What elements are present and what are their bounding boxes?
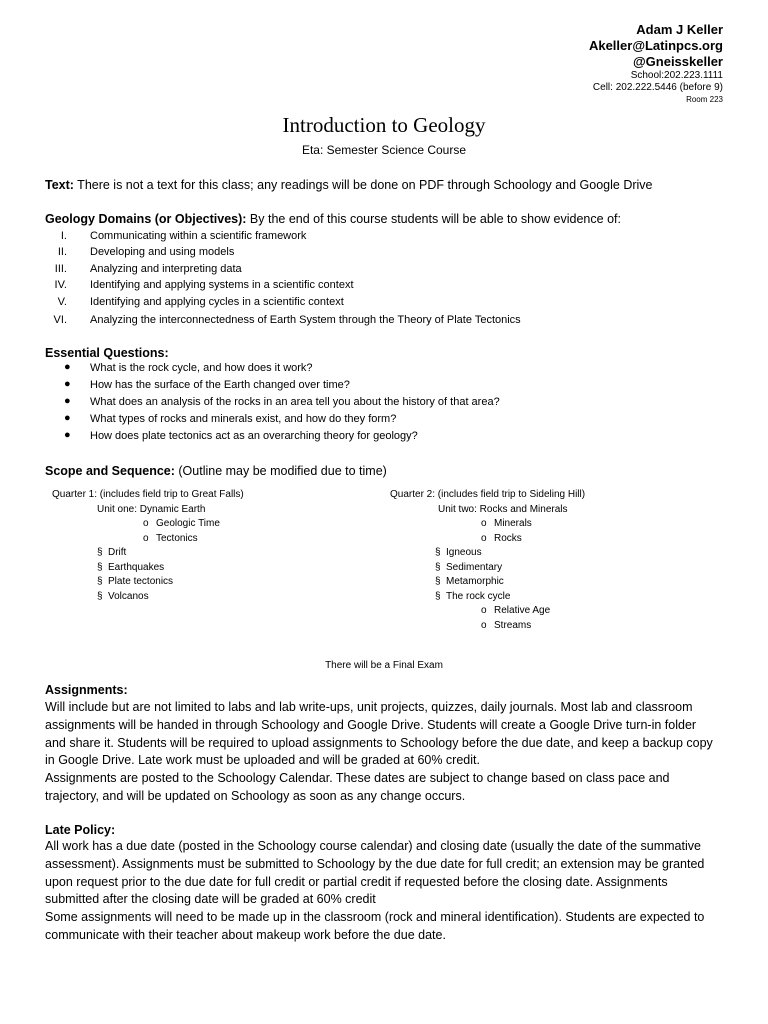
bullet-icon: ● [64, 429, 71, 441]
late-policy-line: submitted after the closing date will be graded at 60% credit [45, 892, 376, 907]
assignments-heading: Assignments: [45, 683, 128, 697]
list-text: How has the surface of the Earth changed over time? [90, 379, 350, 391]
q2-item: Metamorphic [446, 576, 504, 587]
domains-label: Geology Domains (or Objectives): [45, 212, 247, 226]
domains-intro: By the end of this course students will be able to show evidence of: [246, 212, 621, 226]
q2-sub-item: Streams [494, 619, 532, 631]
teacher-handle: @Gneisskeller [632, 54, 723, 69]
q2-sub-item: Rocks [494, 532, 522, 544]
late-policy-line: All work has a due date (posted in the Schoology course calendar) and closing date (usually the date of the summative [45, 839, 701, 853]
assignments-line: trajectory, and will be updated on Schoology as soon as any change occurs. [45, 788, 466, 803]
assignments-line: assignments will be handed in through Schoology and Google Drive. Students will create a Google Drive turn-in folder [45, 717, 697, 732]
circle-bullet-icon: o [481, 605, 487, 616]
section-bullet-icon: § [97, 547, 103, 558]
assignments-line: and share it. Students will be required to upload assignments to Schoology before the due date, and keep a backup copy [45, 735, 713, 750]
q1-item: Earthquakes [108, 561, 165, 573]
scope-note: (Outline may be modified due to time) [174, 464, 387, 478]
circle-bullet-icon: o [481, 532, 487, 544]
q2-item: Sedimentary [446, 561, 503, 573]
list-text: Identifying and applying cycles in a scientific context [90, 295, 344, 308]
section-bullet-icon: § [97, 561, 103, 573]
list-number: I. [60, 230, 67, 242]
q1-item: Drift [108, 547, 127, 558]
list-text: Developing and using models [90, 246, 235, 259]
assignments-line: Will include but are not limited to labs and lab write-ups, unit projects, quizzes, daily journals. Most lab and classroom [45, 700, 693, 714]
q1-item: Plate tectonics [108, 576, 174, 587]
cell-phone: Cell: 202.222.5446 (before 9) [592, 82, 723, 93]
section-bullet-icon: § [435, 576, 441, 587]
teacher-email: Akeller@Latinpcs.org [588, 38, 723, 53]
list-number: IV. [54, 279, 67, 292]
q2-sub-item: Relative Age [494, 605, 551, 616]
text-section-label: Text: [45, 178, 74, 192]
final-exam-note: There will be a Final Exam [325, 660, 443, 671]
quarter-2-header: Quarter 2: (includes field trip to Sideling Hill) [390, 489, 586, 500]
late-policy-line: upon request prior to the due date for full credit or partial credit if requested before the closing date. Assignments [45, 874, 668, 889]
list-number: V. [57, 295, 67, 308]
essential-questions-heading: Essential Questions: [45, 346, 169, 360]
late-policy-body [45, 838, 735, 945]
contact-block [589, 22, 723, 105]
list-text: What does an analysis of the rocks in an area tell you about the history of that area? [90, 396, 500, 408]
q2-sub-item: Minerals [494, 518, 532, 529]
circle-bullet-icon: o [481, 518, 487, 529]
section-bullet-icon: § [435, 547, 441, 558]
bullet-icon: ● [64, 361, 71, 373]
q1-sub-item: Tectonics [156, 532, 198, 544]
list-text: Analyzing and interpreting data [90, 262, 242, 275]
assignments-line: Assignments are posted to the Schoology Calendar. These dates are subject to change based on class pace and [45, 771, 670, 786]
late-policy-heading: Late Policy: [45, 823, 116, 837]
list-text: Identifying and applying systems in a scientific context [90, 279, 354, 292]
scope-label: Scope and Sequence: [45, 464, 175, 478]
room-number: Room 223 [686, 95, 723, 104]
list-number: III. [54, 262, 67, 275]
list-text: Communicating within a scientific framework [90, 230, 307, 242]
q1-item: Volcanos [108, 590, 149, 602]
circle-bullet-icon: o [481, 619, 487, 631]
domains-heading [45, 211, 735, 228]
scope-heading [45, 463, 735, 480]
unit-two-title: Unit two: Rocks and Minerals [438, 503, 568, 515]
bullet-icon: ● [64, 412, 71, 424]
q1-sub-item: Geologic Time [156, 518, 220, 529]
list-number: II. [57, 246, 67, 259]
assignments-body [45, 699, 735, 806]
page-subtitle: Eta: Semester Science Course [301, 143, 467, 157]
assignments-line: in Google Drive. Late work must be uploaded and will be graded at 60% credit. [45, 753, 480, 768]
list-number: VI. [53, 313, 67, 326]
scope-quarter-2 [0, 488, 768, 638]
section-bullet-icon: § [435, 590, 441, 602]
late-policy-line: assessment). Assignments must be submitted to Schoology by the due date for full credit; an extension may be granted [45, 856, 705, 871]
q2-item: The rock cycle [446, 590, 511, 602]
list-text: What is the rock cycle, and how does it work? [90, 362, 313, 374]
text-section [45, 177, 735, 194]
q2-item: Igneous [446, 547, 482, 558]
teacher-name: Adam J Keller [636, 22, 723, 37]
text-section-body: There is not a text for this class; any readings will be done on PDF through Schoology and Google Drive [73, 178, 653, 192]
list-text: Analyzing the interconnectedness of Earth System through the Theory of Plate Tectonics [90, 313, 521, 326]
page-title: Introduction to Geology [282, 113, 486, 137]
list-text: What types of rocks and minerals exist, and how do they form? [90, 413, 397, 425]
late-policy-line: communicate with their teacher about makeup work before the due date. [45, 927, 446, 942]
circle-bullet-icon: o [143, 518, 149, 529]
quarter-1-header: Quarter 1: (includes field trip to Great Falls) [52, 489, 244, 500]
bullet-icon: ● [64, 378, 71, 390]
section-bullet-icon: § [97, 576, 103, 587]
list-text: How does plate tectonics act as an overarching theory for geology? [90, 430, 418, 442]
bullet-icon: ● [64, 395, 71, 407]
section-bullet-icon: § [435, 561, 441, 573]
school-phone: School:202.223.1111 [630, 70, 723, 81]
circle-bullet-icon: o [143, 532, 149, 544]
late-policy-line: Some assignments will need to be made up in the classroom (rock and mineral identification). Students are expected to [45, 910, 705, 925]
unit-one-title: Unit one: Dynamic Earth [97, 503, 206, 515]
section-bullet-icon: § [97, 590, 103, 602]
